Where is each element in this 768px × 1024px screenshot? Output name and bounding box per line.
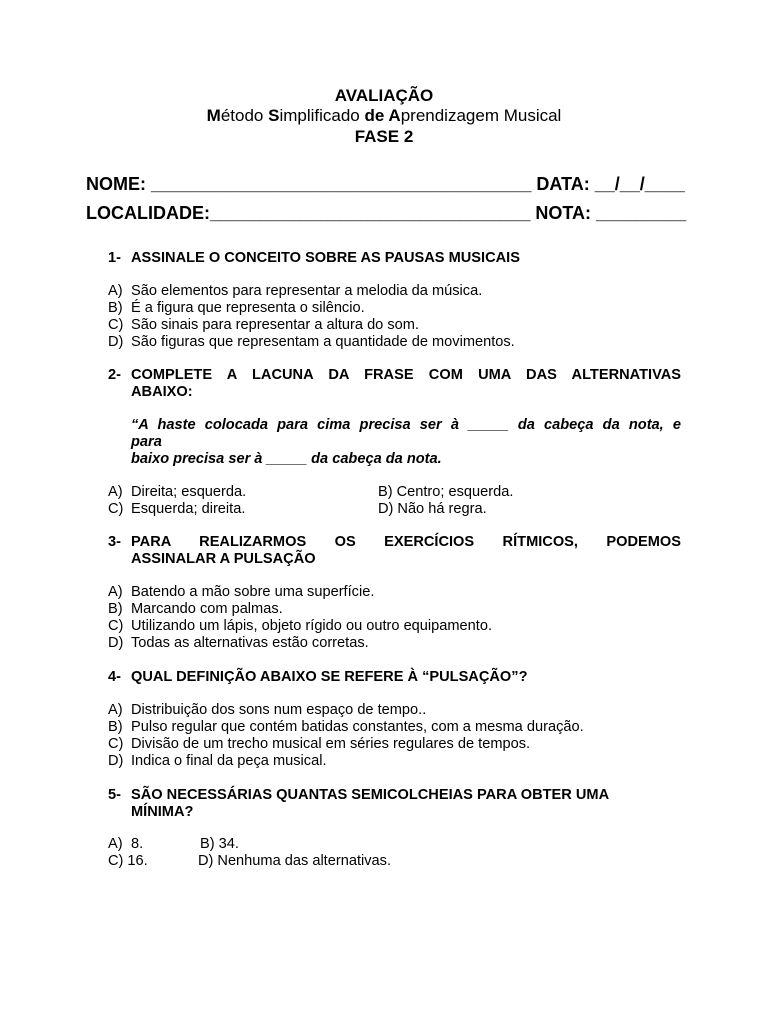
question-3	[108, 534, 681, 568]
option-2d: D) Não há regra.	[378, 501, 487, 517]
question-number: 4-	[108, 669, 121, 685]
option-1b: B) É a figura que representa o silêncio.	[108, 300, 365, 316]
question-text: QUAL DEFINIÇÃO ABAIXO SE REFERE À “PULSAÇÃO”?	[131, 669, 528, 685]
question-number: 2-	[108, 367, 121, 383]
option-1a: A) São elementos para representar a melodia da música.	[108, 283, 483, 299]
option-3c: C) Utilizando um lápis, objeto rígido ou outro equipamento.	[108, 618, 493, 634]
question-5	[108, 787, 681, 821]
question-text: ASSINALE O CONCEITO SOBRE AS PAUSAS MUSICAIS	[131, 250, 520, 266]
option-1c: C) São sinais para representar a altura do som.	[108, 317, 419, 333]
question-2	[108, 367, 681, 401]
question-text-continued: MÍNIMA?	[131, 804, 194, 820]
question-number: 3-	[108, 534, 121, 550]
question-1	[108, 250, 681, 267]
question-text-continued: ABAIXO:	[131, 384, 193, 400]
option-3b: B) Marcando com palmas.	[108, 601, 283, 617]
option-4a: A) Distribuição dos sons num espaço de tempo..	[108, 702, 427, 718]
question-4	[108, 669, 681, 686]
option-5a: A) 8.	[108, 836, 144, 852]
document-title: AVALIAÇÃO	[334, 86, 434, 105]
question-text: COMPLETE A LACUNA DA FRASE COM UMA DAS ALTERNATIVAS	[131, 367, 681, 383]
option-2c: C) Esquerda; direita.	[108, 501, 246, 517]
option-5c: C) 16.	[108, 853, 148, 869]
option-4d: D) Indica o final da peça musical.	[108, 753, 327, 769]
option-3a: A) Batendo a mão sobre uma superfície.	[108, 584, 375, 600]
question-2-quote: “A haste colocada para cima precisa ser à _____ da cabeça da nota, e para baixo precisa ser à _____ da cabeça da nota.	[131, 417, 681, 467]
location-grade-field: LOCALIDADE:________________________________ NOTA: _________	[86, 203, 687, 223]
question-text-continued: ASSINALAR A PULSAÇÃO	[131, 551, 316, 567]
option-2b: B) Centro; esquerda.	[378, 484, 514, 500]
option-1d: D) São figuras que representam a quantidade de movimentos.	[108, 334, 515, 350]
question-text: PARA REALIZARMOS OS EXERCÍCIOS RÍTMICOS, PODEMOS	[131, 534, 681, 550]
option-2a: A) Direita; esquerda.	[108, 484, 247, 500]
option-4c: C) Divisão de um trecho musical em séries regulares de tempos.	[108, 736, 531, 752]
document-phase: FASE 2	[354, 127, 414, 146]
option-3d: D) Todas as alternativas estão corretas.	[108, 635, 369, 651]
option-5b: B) 34.	[200, 836, 239, 852]
document-subtitle: Método Simplificado de Aprendizagem Musical	[206, 106, 562, 125]
option-5d: D) Nenhuma das alternativas.	[198, 853, 392, 869]
question-text: SÃO NECESSÁRIAS QUANTAS SEMICOLCHEIAS PARA OBTER UMA	[131, 787, 610, 803]
question-number: 1-	[108, 250, 121, 266]
option-4b: B) Pulso regular que contém batidas constantes, com a mesma duração.	[108, 719, 584, 735]
question-number: 5-	[108, 787, 121, 803]
name-date-field: NOME: ______________________________________ DATA: __/__/____	[86, 174, 685, 194]
